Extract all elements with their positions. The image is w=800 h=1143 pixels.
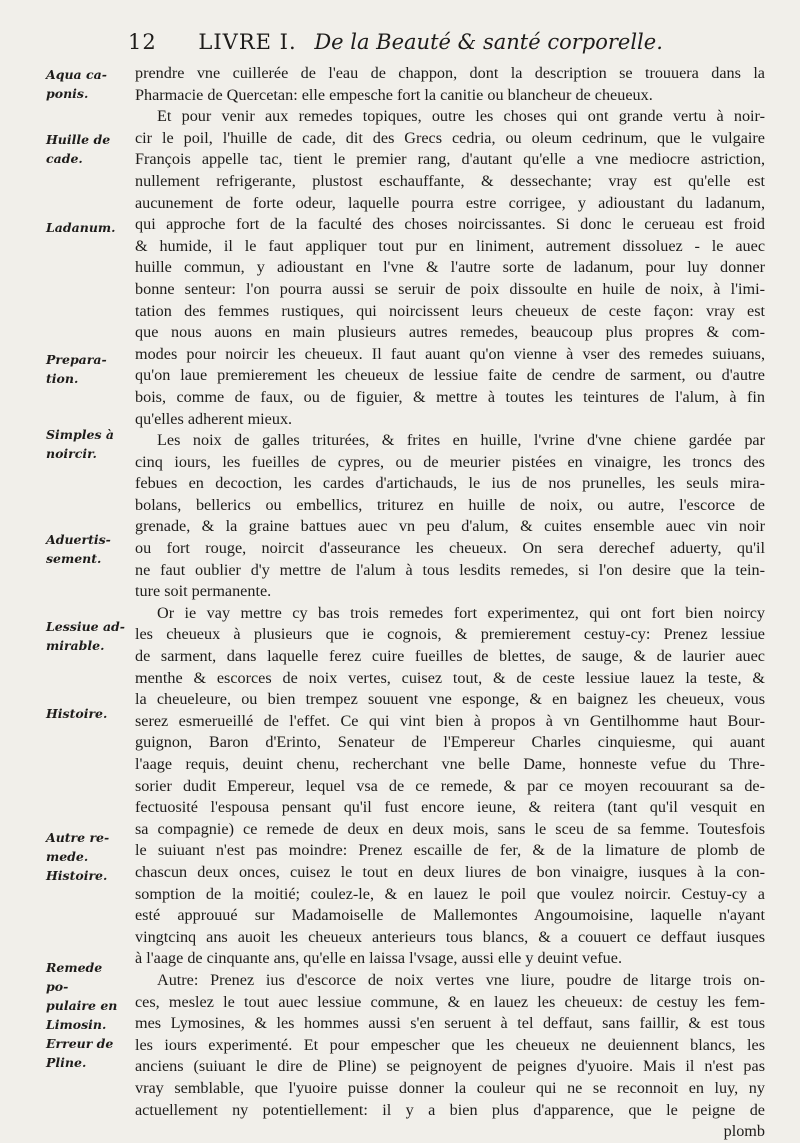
text-line: François appelle tac, tient le premier rang, d'autant qu'elle a vne mediocre astriction, bbox=[135, 150, 765, 169]
text-line: serez esmerueillé de l'effet. Ce qui vint bien à propos à vn Gentilhomme haut Bour- bbox=[135, 711, 765, 730]
text-line: qu'on laue premierement les cheueux de lessiue faite de cendre de sarment, ou d'autre bbox=[135, 366, 765, 385]
text-line: ces, meslez le tout auec lessiue commune, & en lauez les cheueux: de cestuy les fem- bbox=[135, 992, 765, 1011]
text-line: le suiuant n'est pas moindre: Prenez escaille de fer, & de la limature de plomb de bbox=[135, 841, 765, 860]
text-line: sa compagnie) ce remede de deux en deux mois, sans le sceu de sa femme. Toutesfois bbox=[135, 819, 765, 838]
text-line: l'aage requis, deuint chenu, recherchant vne belle Dame, honneste vefue du Thre- bbox=[135, 755, 765, 773]
text-line: & humide, il le faut appliquer tout pur en liniment, autrement dissoluez - le auec bbox=[135, 236, 765, 255]
text-line: mes Lymosines, & les hommes aussi s'en seruent à tel deffaut, sans faillir, & est tous bbox=[135, 1014, 765, 1033]
book-label: LIVRE I. bbox=[198, 30, 297, 54]
body-text bbox=[135, 63, 765, 1143]
margin-note: Lessiue ad- mirable. bbox=[46, 619, 125, 653]
page-title: De la Beauté & santé corporelle. bbox=[314, 30, 663, 54]
margin-note: Autre re- mede. Histoire. bbox=[46, 830, 110, 883]
text-line: à l'aage de cinquante ans, qu'elle en laissa l'vsage, aussi elle y deuint vefue. bbox=[135, 949, 623, 968]
text-line: bois, comme de faux, ou de figuier, & mettre à toutes les teintures de l'alum, à fin bbox=[135, 387, 765, 406]
text-line: aucunement de forte odeur, laquelle pourra estre corrigee, y adioustant du ladanum, bbox=[135, 193, 765, 212]
text-line: de sarment, dans laquelle ferez cuire fueilles de blettes, de sauge, & de laurier auec bbox=[135, 647, 765, 666]
text-line: ou fort rouge, noircit d'asseurance les cheueux. On sera derechef aduerty, qu'il bbox=[135, 539, 765, 558]
text-line: sorier dudit Empereur, lequel vsa de ce remede, & par ce moyen recouurant sa de- bbox=[135, 776, 765, 795]
margin-note: Histoire. bbox=[46, 706, 108, 721]
text-line: febues en decoction, les cardes d'artichauds, le ius de nos prunelles, les seuls mira- bbox=[135, 474, 765, 493]
text-line: Les noix de galles triturées, & frites en huille, l'vrine d'vne chiene gardée par bbox=[157, 431, 765, 450]
margin-note: Aqua ca- ponis. bbox=[46, 67, 107, 101]
text-line: vingtcinq ans auoit les cheueux anterieurs tous blancs, & a couuert ce deffaut iusques bbox=[135, 927, 765, 946]
text-line: actuellement ny potentiellement: il y a bien plus d'apparence, que le peigne de bbox=[135, 1100, 765, 1119]
running-header bbox=[128, 30, 768, 54]
text-line: ture soit permanente. bbox=[135, 582, 272, 601]
margin-note: Prepara- tion. bbox=[46, 352, 107, 386]
text-line: menthe & escorces de noix vertes, cuisez tout, & de ceste lessiue lauez la teste, & bbox=[135, 668, 765, 687]
text-line: qui approche fort de la faculté des choses noircissantes. Si donc le cerueau est froid bbox=[135, 215, 765, 234]
margin-note: Aduertis- sement. bbox=[46, 532, 111, 566]
margin-note: Huille de cade. bbox=[46, 132, 111, 166]
text-line: somption de la moitié; coulez-le, & en lauez le poil que voulez noircir. Cestuy-cy a bbox=[135, 884, 765, 903]
text-line: modes pour noircir les cheueux. Il faut auant qu'on vienne à vser des remedes suiuans, bbox=[135, 344, 765, 363]
text-line: les iours experimenté. Et pour empescher que les cheueux ne deuiennent blancs, les bbox=[135, 1035, 765, 1054]
text-line: esté approuué sur Madamoiselle de Mallemontes Angoumoisine, laquelle n'ayant bbox=[135, 906, 765, 925]
text-line: tation des femmes rustiques, qui noircissent leurs cheueux de ceste façon: vray est bbox=[135, 301, 765, 320]
text-line: huille commun, y adioustant en l'vne & l'autre sorte de ladanum, pour luy donner bbox=[135, 258, 765, 277]
text-line: Et pour venir aux remedes topiques, outre les choses qui ont grande vertu à noir- bbox=[157, 107, 765, 126]
margin-note: Simples à noircir. bbox=[46, 427, 114, 461]
margin-note: Ladanum. bbox=[46, 220, 116, 235]
page-number: 12 bbox=[128, 30, 157, 54]
text-line: cir le poil, l'huille de cade, dit des Grecs cedria, ou oleum cedrinum, que le vulgaire bbox=[135, 128, 765, 147]
text-line: grenade, & la graine battues auec vn peu d'alum, & cuites ensemble auec vin noir bbox=[135, 517, 765, 536]
text-line: Pharmacie de Quercetan: elle empesche fort la canitie ou blancheur de cheueux. bbox=[135, 85, 653, 104]
text-line: la cheueleure, ou bien trempez souuent vne esponge, & en baignez les cheueux, vous bbox=[135, 690, 765, 709]
text-line: vray semblable, que l'yuoire puisse donner la couleur qui ne se reconnoit en luy, ny bbox=[135, 1078, 765, 1097]
text-line: nullement refrigerante, plustost eschauffante, & dessechante; vray est qu'elle est bbox=[135, 171, 765, 190]
text-line: Autre: Prenez ius d'escorce de noix vertes vne liure, poudre de litarge trois on- bbox=[157, 970, 765, 989]
text-line: anciens (suiuant le dire de Pline) se peignoyent de peignes d'yuoire. Mais il n'est pas bbox=[135, 1057, 765, 1076]
text-line: que nous auons en main plusieurs autres remedes, beaucoup plus propres & com- bbox=[135, 323, 765, 342]
text-line: qu'elles adherent mieux. bbox=[135, 409, 293, 428]
text-line: les cheueux à plusieurs que ie cognois, & premierement cestuy-cy: Prenez lessiue bbox=[135, 625, 765, 644]
text-line: guignon, Baron d'Erinto, Senateur de l'Empereur Charles cinquiesme, qui auant bbox=[135, 733, 765, 752]
text-line: bolans, bellerics ou embellics, triturez en huille de noix, ou autre, l'escorce de bbox=[135, 495, 765, 514]
text-line: Or ie vay mettre cy bas trois remedes fort experimentez, qui ont fort bien noircy bbox=[157, 603, 765, 622]
text-line: plomb bbox=[723, 1122, 765, 1141]
text-line: ne faut oublier d'y mettre de l'alum à tous lesdits remedes, si l'on desire que la tein- bbox=[135, 560, 765, 579]
margin-note: Remede po- pulaire en Limosin. Erreur de Pline. bbox=[46, 960, 118, 1070]
text-line: chascun deux onces, cuisez le tout en deux liures de bon vinaigre, iusques à la con- bbox=[135, 862, 765, 881]
text-line: prendre vne cuillerée de l'eau de chappon, dont la description se trouuera dans la bbox=[135, 64, 765, 82]
text-line: fectuosité l'espousa pensant qu'il fust encore ieune, & reitera (tant qu'il vesquit en bbox=[135, 798, 765, 817]
text-line: bonne senteur: l'on pourra aussi se seruir de poix dissoulte en huile de noix, à l'imi- bbox=[135, 279, 765, 298]
text-line: cinq iours, les fueilles de cypres, ou de meurier pistées en vinaigre, les troncs des bbox=[135, 452, 765, 471]
